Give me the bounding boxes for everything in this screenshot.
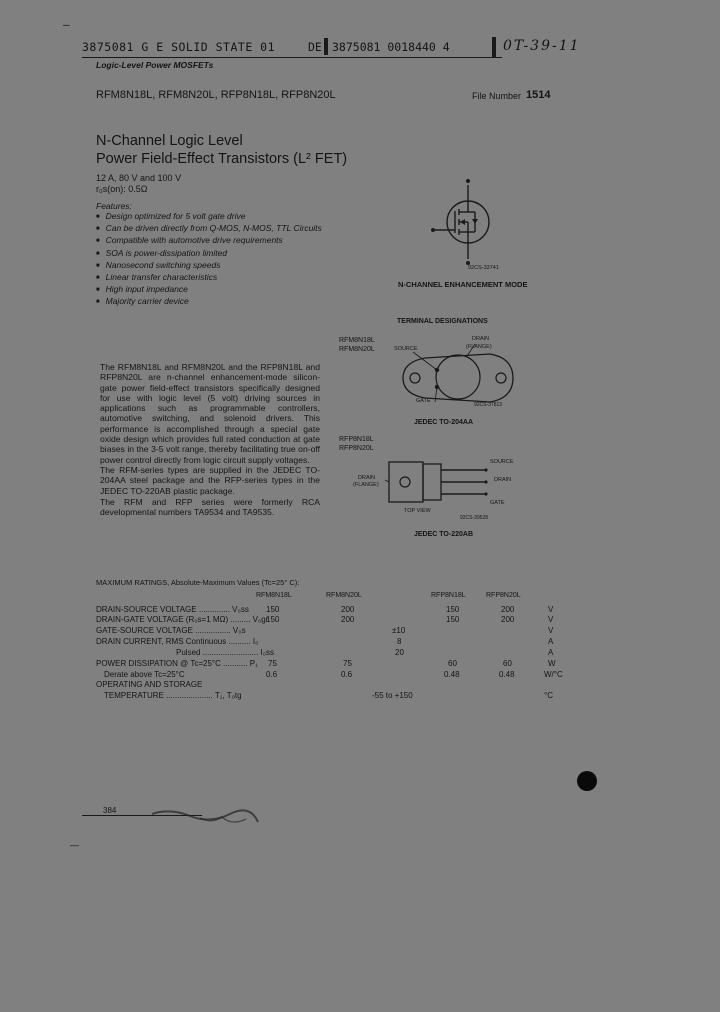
scan-de: DE bbox=[308, 40, 322, 54]
to220-caption: JEDEC TO-220AB bbox=[414, 531, 474, 538]
title-line-2: Power Field-Effect Transistors (L² FET) bbox=[96, 151, 348, 167]
scan-bar-1 bbox=[324, 38, 328, 55]
punch-hole bbox=[577, 771, 597, 791]
ratings-unit: V bbox=[548, 605, 554, 614]
to204-source-label: SOURCE bbox=[394, 346, 418, 352]
to204-parts-1: RFM8N18L bbox=[339, 337, 375, 344]
ratings-row bbox=[96, 659, 566, 669]
ratings-unit: A bbox=[548, 637, 554, 646]
to204-gate-label: GATE bbox=[416, 398, 431, 404]
ratings-row bbox=[96, 605, 566, 615]
part-numbers: RFM8N18L, RFM8N20L, RFP8N18L, RFP8N20L bbox=[96, 89, 336, 101]
ratings-cell: 200 bbox=[501, 605, 515, 614]
to204-drain-label: DRAIN bbox=[472, 336, 490, 342]
ratings-cell: 200 bbox=[341, 605, 355, 614]
ratings-row-label: DRAIN CURRENT, RMS Continuous .......... I₀ bbox=[96, 637, 259, 646]
ratings-cell: 150 bbox=[266, 605, 280, 614]
ratings-row-label: GATE-SOURCE VOLTAGE ................ V₀s bbox=[96, 626, 246, 635]
scan-mark: — bbox=[70, 840, 79, 850]
ratings-unit: °C bbox=[544, 691, 553, 700]
to220-top-view: TOP VIEW bbox=[404, 508, 431, 514]
ratings-col-header: RFP8N20L bbox=[486, 592, 521, 599]
ratings-unit: W bbox=[548, 659, 556, 668]
ratings-cell: 8 bbox=[397, 637, 402, 646]
ratings-row bbox=[96, 670, 566, 680]
ratings-cell: 75 bbox=[268, 659, 277, 668]
file-number-label: File Number bbox=[472, 91, 522, 101]
to220-drain-flange-label: (FLANGE) bbox=[353, 482, 379, 488]
ratings-cell: ±10 bbox=[392, 626, 406, 635]
to220-source-label: SOURCE bbox=[490, 459, 514, 465]
ratings-heading: MAXIMUM RATINGS, Absolute-Maximum Values (Tc=25° C): bbox=[96, 578, 300, 587]
to204-parts-2: RFM8N20L bbox=[339, 346, 375, 353]
ratings-row-label: OPERATING AND STORAGE bbox=[96, 680, 203, 689]
to220-gate-label: GATE bbox=[490, 500, 505, 506]
to220-drain-left-label: DRAIN bbox=[358, 475, 376, 481]
symbol-ref: 92CS-33741 bbox=[468, 265, 499, 271]
feature-item: ■ SOA is power-dissipation limited bbox=[96, 248, 322, 260]
spec-line-2: r₀s(on): 0.5Ω bbox=[96, 184, 148, 194]
to204-package-icon bbox=[395, 340, 520, 410]
ratings-row bbox=[96, 648, 566, 658]
scan-codes: 3875081 0018440 4 bbox=[332, 40, 450, 54]
ratings-cell: 150 bbox=[446, 615, 460, 624]
ratings-row-label: TEMPERATURE ..................... T₁, T₀tg bbox=[104, 691, 242, 700]
header-rule bbox=[82, 57, 502, 58]
category: Logic-Level Power MOSFETs bbox=[96, 60, 214, 70]
feature-item: ■ High input impedance bbox=[96, 284, 322, 296]
to204-caption: JEDEC TO-204AA bbox=[414, 419, 474, 426]
to204-ref: 92CS-37813 bbox=[474, 402, 503, 408]
symbol-caption: N-CHANNEL ENHANCEMENT MODE bbox=[398, 280, 528, 289]
ratings-cell: 0.48 bbox=[499, 670, 515, 679]
ratings-row-label: Derate above Tc=25°C bbox=[104, 670, 185, 679]
to220-parts-1: RFP8N18L bbox=[339, 436, 374, 443]
to220-parts-2: RFP8N20L bbox=[339, 445, 374, 452]
to220-package-icon bbox=[385, 458, 495, 508]
ratings-cell: 150 bbox=[446, 605, 460, 614]
feature-item: ■ Majority carrier device bbox=[96, 296, 322, 308]
ratings-row bbox=[96, 680, 566, 690]
ratings-cell: 60 bbox=[503, 659, 512, 668]
scan-bar-2 bbox=[492, 37, 496, 57]
handwritten-date: 0T-39-11 bbox=[503, 38, 581, 54]
ratings-cell: -55 to +150 bbox=[372, 691, 413, 700]
ratings-cell: 0.6 bbox=[266, 670, 278, 679]
ratings-cell: 200 bbox=[501, 615, 515, 624]
feature-item: ■ Nanosecond switching speeds bbox=[96, 260, 322, 272]
ratings-cell: 60 bbox=[448, 659, 457, 668]
to220-drain-right-label: DRAIN bbox=[494, 477, 512, 483]
ratings-cell: 75 bbox=[343, 659, 352, 668]
feature-item: ■ Linear transfer characteristics bbox=[96, 272, 322, 284]
page-number: 384 bbox=[103, 806, 117, 815]
ratings-row-label: Pulsed ......................... I₀ss bbox=[176, 648, 275, 657]
ratings-cell: 0.48 bbox=[444, 670, 460, 679]
description-paragraph-1: The RFM8N18L and RFM8N20L and the RFP8N18L and RFP8N20L are n-channel enhancement-mode silicon-gate power field-effect transistors specifically designed for use with logic level (5 volt) driving sources in applications such as programmable controllers, automotive switching, and solenoid drivers. This performance is accomplished through a special gate oxide design which provides full rated conduction at gate biases in the 3-5 volt range, thereby facilitating true on-off power control directly from logic circuit supply voltages. bbox=[100, 362, 320, 465]
ratings-row bbox=[96, 626, 566, 636]
feature-item: ■ Compatible with automotive drive requirements bbox=[96, 235, 322, 247]
scan-smudge-icon bbox=[150, 800, 260, 830]
ratings-cell: 0.6 bbox=[341, 670, 353, 679]
feature-item: ■ Design optimized for 5 volt gate drive bbox=[96, 211, 322, 223]
ratings-unit: V bbox=[548, 615, 554, 624]
to204-drain-flange-label: (FLANGE) bbox=[466, 344, 492, 350]
terminal-designations-heading: TERMINAL DESIGNATIONS bbox=[397, 318, 488, 325]
features-list bbox=[96, 211, 322, 309]
ratings-cell: 20 bbox=[395, 648, 404, 657]
to220-ref: 92CS-39528 bbox=[460, 515, 489, 521]
ratings-unit: V bbox=[548, 626, 554, 635]
ratings-unit: A bbox=[548, 648, 554, 657]
spec-line-1: 12 A, 80 V and 100 V bbox=[96, 173, 182, 183]
features-heading: Features: bbox=[96, 201, 132, 211]
description-paragraph-2: The RFM-series types are supplied in the JEDEC TO-204AA steel package and the RFP-series types in the JEDEC TO-220AB plastic package. bbox=[100, 465, 320, 496]
scan-dash: — bbox=[63, 18, 73, 31]
description-paragraph-3: The RFM and RFP series were formerly RCA developmental numbers TA9534 and TA9535. bbox=[100, 497, 320, 518]
ratings-row bbox=[96, 691, 566, 701]
mosfet-symbol-icon bbox=[425, 175, 515, 275]
ratings-row-label: DRAIN-GATE VOLTAGE (R₀s=1 MΩ) ......... V₀gr bbox=[96, 615, 269, 624]
ratings-unit: W/°C bbox=[544, 670, 563, 679]
scan-marks: 3875081 G E SOLID STATE 01 bbox=[82, 40, 276, 54]
ratings-row-label: POWER DISSIPATION @ Tc=25°C ........... P₁ bbox=[96, 659, 258, 668]
ratings-row bbox=[96, 637, 566, 647]
ratings-col-header: RFM8N20L bbox=[326, 592, 362, 599]
ratings-cell: 200 bbox=[341, 615, 355, 624]
file-number: 1514 bbox=[526, 89, 551, 101]
ratings-col-header: RFP8N18L bbox=[431, 592, 466, 599]
feature-item: ■ Can be driven directly from Q-MOS, N-MOS, TTL Circuits bbox=[96, 223, 322, 235]
ratings-row-label: DRAIN-SOURCE VOLTAGE .............. V₀ss bbox=[96, 605, 249, 614]
ratings-cell: 150 bbox=[266, 615, 280, 624]
ratings-row bbox=[96, 615, 566, 625]
title-line-1: N-Channel Logic Level bbox=[96, 133, 243, 149]
ratings-col-header: RFM8N18L bbox=[256, 592, 292, 599]
